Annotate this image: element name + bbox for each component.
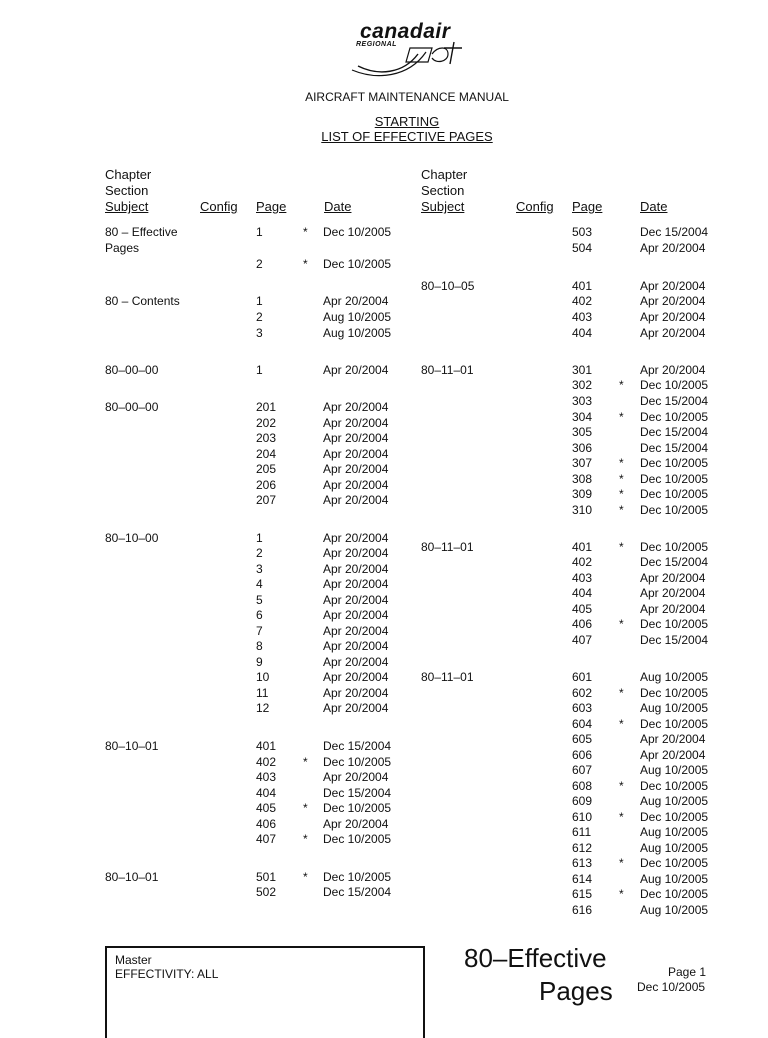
footer-page-number: Page 1: [668, 965, 707, 979]
row-date: Apr 20/2004: [323, 493, 389, 507]
row-page: 1: [256, 294, 263, 308]
footer-chapter-title-line2: Pages: [539, 976, 613, 1006]
header-section: Section: [421, 183, 465, 198]
row-page: 1: [256, 363, 263, 377]
row-date: Dec 15/2004: [640, 555, 709, 569]
row-date: Dec 10/2005: [640, 487, 709, 501]
row-date: Dec 15/2004: [323, 786, 392, 800]
row-date: Dec 15/2004: [640, 394, 709, 408]
row-date: Aug 10/2005: [640, 763, 709, 777]
row-date: Aug 10/2005: [323, 326, 392, 340]
row-page: 402: [256, 755, 277, 769]
row-page: 405: [256, 801, 277, 815]
row-page: 610: [572, 810, 593, 824]
row-date: Aug 10/2005: [640, 903, 709, 917]
row-change-star: *: [619, 503, 624, 517]
row-date: Apr 20/2004: [323, 701, 389, 715]
manual-title: AIRCRAFT MAINTENANCE MANUAL: [305, 90, 509, 104]
row-page: 6: [256, 608, 263, 622]
row-page: 404: [256, 786, 277, 800]
row-page: 612: [572, 841, 593, 855]
row-subject: Pages: [105, 241, 140, 255]
row-date: Apr 20/2004: [323, 462, 389, 476]
row-date: Dec 10/2005: [640, 617, 709, 631]
row-date: Dec 10/2005: [640, 856, 709, 870]
effectivity-box: [105, 946, 425, 1038]
row-date: Dec 15/2004: [640, 425, 709, 439]
row-page: 1: [256, 225, 263, 239]
header-config: Config: [516, 199, 554, 214]
row-subject: 80 – Contents: [105, 294, 180, 308]
row-date: Dec 15/2004: [640, 633, 709, 647]
header-page: Page: [572, 199, 603, 214]
row-date: Apr 20/2004: [323, 531, 389, 545]
row-change-star: *: [619, 540, 624, 554]
row-change-star: *: [303, 257, 308, 271]
row-page: 10: [256, 670, 270, 684]
row-change-star: *: [619, 378, 624, 392]
row-date: Dec 10/2005: [640, 378, 709, 392]
row-page: 502: [256, 885, 277, 899]
row-date: Dec 15/2004: [323, 885, 392, 899]
row-page: 406: [256, 817, 277, 831]
logo-jet-swoosh-icon: [348, 18, 466, 78]
row-date: Dec 10/2005: [640, 779, 709, 793]
row-date: Apr 20/2004: [323, 770, 389, 784]
row-page: 307: [572, 456, 593, 470]
row-date: Dec 10/2005: [640, 540, 709, 554]
row-change-star: *: [619, 779, 624, 793]
row-date: Dec 10/2005: [323, 832, 392, 846]
row-date: Apr 20/2004: [323, 639, 389, 653]
row-page: 401: [572, 540, 593, 554]
row-page: 5: [256, 593, 263, 607]
row-page: 3: [256, 562, 263, 576]
row-date: Apr 20/2004: [323, 416, 389, 430]
row-page: 305: [572, 425, 593, 439]
row-date: Aug 10/2005: [640, 670, 709, 684]
row-date: Dec 15/2004: [640, 441, 709, 455]
row-date: Dec 10/2005: [640, 810, 709, 824]
row-date: Apr 20/2004: [323, 593, 389, 607]
row-date: Apr 20/2004: [323, 400, 389, 414]
row-page: 1: [256, 531, 263, 545]
row-page: 604: [572, 717, 593, 731]
row-page: 402: [572, 294, 593, 308]
row-date: Dec 10/2005: [640, 686, 709, 700]
footer-master: Master: [115, 953, 152, 967]
row-page: 613: [572, 856, 593, 870]
row-page: 206: [256, 478, 277, 492]
row-page: 402: [572, 555, 593, 569]
row-subject: 80–10–01: [105, 870, 159, 884]
row-page: 2: [256, 546, 263, 560]
row-subject: 80–10–05: [421, 279, 475, 293]
row-date: Aug 10/2005: [640, 872, 709, 886]
header-date: Date: [640, 199, 668, 214]
row-page: 201: [256, 400, 277, 414]
row-page: 615: [572, 887, 593, 901]
row-page: 310: [572, 503, 593, 517]
row-date: Apr 20/2004: [323, 431, 389, 445]
row-page: 606: [572, 748, 593, 762]
row-page: 3: [256, 326, 263, 340]
row-subject: 80–11–01: [421, 363, 474, 377]
row-date: Apr 20/2004: [323, 478, 389, 492]
header-page: Page: [256, 199, 287, 214]
header-chapter: Chapter: [105, 167, 152, 182]
header-subject: Subject: [421, 199, 465, 214]
row-change-star: *: [619, 887, 624, 901]
row-page: 403: [572, 571, 593, 585]
row-date: Apr 20/2004: [640, 326, 706, 340]
row-date: Dec 10/2005: [323, 225, 392, 239]
row-page: 306: [572, 441, 593, 455]
row-page: 406: [572, 617, 593, 631]
row-page: 202: [256, 416, 277, 430]
row-date: Apr 20/2004: [323, 562, 389, 576]
row-page: 403: [572, 310, 593, 324]
row-change-star: *: [619, 856, 624, 870]
row-page: 605: [572, 732, 593, 746]
row-page: 404: [572, 586, 593, 600]
row-date: Apr 20/2004: [323, 577, 389, 591]
row-page: 401: [256, 739, 277, 753]
row-date: Dec 10/2005: [640, 503, 709, 517]
row-page: 304: [572, 410, 593, 424]
row-page: 11: [256, 686, 269, 700]
row-date: Apr 20/2004: [323, 817, 389, 831]
row-date: Aug 10/2005: [640, 841, 709, 855]
row-subject: 80–00–00: [105, 363, 159, 377]
row-date: Dec 15/2004: [640, 225, 709, 239]
row-page: 404: [572, 326, 593, 340]
row-date: Dec 10/2005: [640, 717, 709, 731]
row-page: 205: [256, 462, 277, 476]
row-date: Apr 20/2004: [323, 686, 389, 700]
header-subject: Subject: [105, 199, 149, 214]
row-page: 12: [256, 701, 270, 715]
row-page: 609: [572, 794, 593, 808]
row-page: 9: [256, 655, 263, 669]
footer-effectivity: EFFECTIVITY: ALL: [115, 967, 219, 981]
row-subject: 80–11–01: [421, 540, 474, 554]
row-page: 611: [572, 825, 592, 839]
row-date: Dec 10/2005: [640, 410, 709, 424]
row-date: Aug 10/2005: [323, 310, 392, 324]
row-date: Dec 10/2005: [640, 456, 709, 470]
row-page: 2: [256, 310, 263, 324]
row-date: Apr 20/2004: [640, 279, 706, 293]
row-date: Dec 10/2005: [323, 870, 392, 884]
row-date: Apr 20/2004: [323, 655, 389, 669]
row-page: 204: [256, 447, 277, 461]
row-date: Apr 20/2004: [323, 447, 389, 461]
header-section: Section: [105, 183, 149, 198]
row-date: Apr 20/2004: [640, 310, 706, 324]
row-page: 504: [572, 241, 593, 255]
row-date: Apr 20/2004: [640, 748, 706, 762]
row-page: 308: [572, 472, 593, 486]
row-change-star: *: [303, 832, 308, 846]
row-subject: 80–10–00: [105, 531, 159, 545]
row-page: 207: [256, 493, 277, 507]
row-date: Apr 20/2004: [323, 363, 389, 377]
row-change-star: *: [619, 487, 624, 501]
row-page: 614: [572, 872, 593, 886]
row-date: Apr 20/2004: [640, 571, 706, 585]
row-subject: 80–00–00: [105, 400, 159, 414]
row-page: 601: [572, 670, 593, 684]
row-date: Dec 10/2005: [323, 801, 392, 815]
row-date: Apr 20/2004: [640, 363, 706, 377]
row-page: 405: [572, 602, 593, 616]
list-title: LIST OF EFFECTIVE PAGES: [321, 129, 493, 144]
row-date: Apr 20/2004: [323, 608, 389, 622]
row-change-star: *: [303, 225, 308, 239]
row-page: 607: [572, 763, 593, 777]
row-date: Aug 10/2005: [640, 701, 709, 715]
row-page: 302: [572, 378, 593, 392]
row-change-star: *: [619, 456, 624, 470]
logo-brand-text: canadair: [360, 20, 451, 43]
row-change-star: *: [619, 617, 624, 631]
row-page: 401: [572, 279, 593, 293]
row-date: Dec 10/2005: [640, 887, 709, 901]
row-date: Aug 10/2005: [640, 825, 709, 839]
row-page: 7: [256, 624, 263, 638]
logo-regional-text: REGIONAL: [356, 41, 397, 48]
row-page: 603: [572, 701, 593, 715]
row-subject: 80–11–01: [421, 670, 474, 684]
row-date: Dec 10/2005: [323, 257, 392, 271]
row-page: 608: [572, 779, 593, 793]
row-change-star: *: [303, 755, 308, 769]
row-page: 2: [256, 257, 263, 271]
row-date: Apr 20/2004: [640, 586, 706, 600]
row-change-star: *: [303, 870, 308, 884]
row-change-star: *: [619, 686, 624, 700]
row-page: 503: [572, 225, 593, 239]
row-change-star: *: [619, 410, 624, 424]
row-page: 616: [572, 903, 593, 917]
footer-chapter-title: 80–Effective: [464, 943, 607, 973]
row-date: Apr 20/2004: [323, 294, 389, 308]
header-date: Date: [324, 199, 352, 214]
row-date: Apr 20/2004: [640, 732, 706, 746]
row-page: 407: [572, 633, 593, 647]
row-change-star: *: [619, 717, 624, 731]
row-date: Dec 15/2004: [323, 739, 392, 753]
row-date: Dec 10/2005: [640, 472, 709, 486]
row-subject: 80 – Effective: [105, 225, 178, 239]
starting-title: STARTING: [374, 114, 440, 129]
row-date: Apr 20/2004: [640, 602, 706, 616]
row-date: Apr 20/2004: [640, 241, 706, 255]
row-page: 303: [572, 394, 593, 408]
row-page: 403: [256, 770, 277, 784]
row-page: 203: [256, 431, 277, 445]
row-page: 4: [256, 577, 263, 591]
row-change-star: *: [303, 801, 308, 815]
row-change-star: *: [619, 472, 624, 486]
row-date: Apr 20/2004: [323, 670, 389, 684]
header-config: Config: [200, 199, 238, 214]
row-date: Aug 10/2005: [640, 794, 709, 808]
row-subject: 80–10–01: [105, 739, 159, 753]
header-chapter: Chapter: [421, 167, 468, 182]
row-page: 8: [256, 639, 263, 653]
row-page: 602: [572, 686, 593, 700]
row-page: 501: [256, 870, 277, 884]
row-page: 309: [572, 487, 593, 501]
row-page: 407: [256, 832, 277, 846]
row-date: Apr 20/2004: [640, 294, 706, 308]
row-change-star: *: [619, 810, 624, 824]
row-date: Dec 10/2005: [323, 755, 392, 769]
footer-revision-date: Dec 10/2005: [637, 980, 706, 994]
row-page: 301: [572, 363, 593, 377]
row-date: Apr 20/2004: [323, 546, 389, 560]
row-date: Apr 20/2004: [323, 624, 389, 638]
